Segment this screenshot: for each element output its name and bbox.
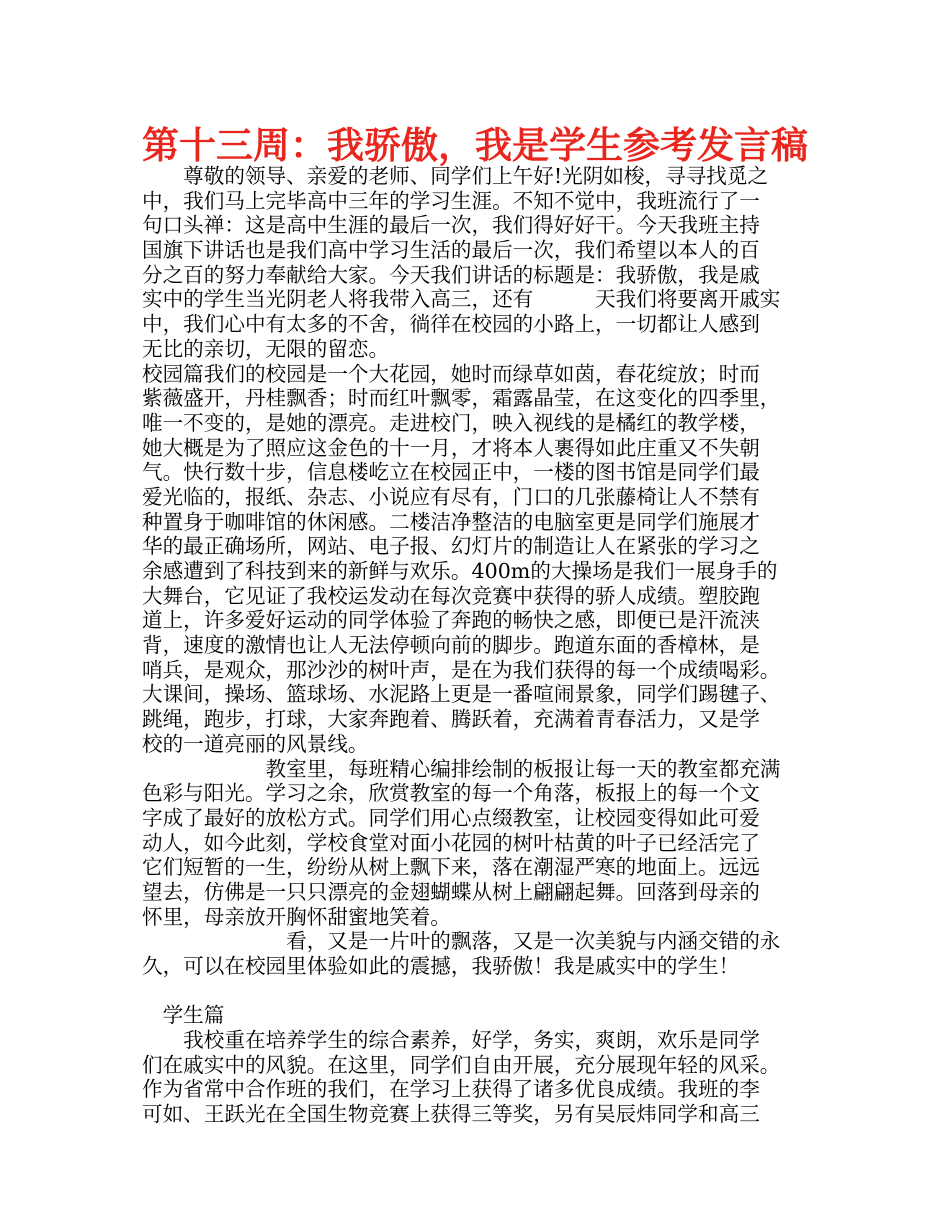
text-line: 她大概是为了照应这金色的十一月，才将本人裹得如此庄重又不失朝 — [142, 435, 760, 460]
text-line: 动人，如今此刻，学校食堂对面小花园的树叶枯黄的叶子已经活完了 — [142, 830, 760, 855]
text-line: 可如、王跃光在全国生物竞赛上获得三等奖，另有吴辰炜同学和高三 — [142, 1102, 760, 1127]
text-line: 跳绳，跑步，打球，大家奔跑着、腾跃着，充满着青春活力，又是学 — [142, 707, 760, 732]
text-line: 尊敬的领导、亲爱的老师、同学们上午好!光阴如梭，寻寻找觅之 — [142, 164, 769, 188]
text-line: 华的最正确场所，网站、电子报、幻灯片的制造让人在紧张的学习之 — [142, 534, 760, 559]
text-line: 校的一道亮丽的风景线。 — [142, 731, 369, 756]
text-line: 哨兵，是观众，那沙沙的树叶声，是在为我们获得的每一个成绩喝彩。 — [142, 657, 781, 682]
text-line: 作为省常中合作班的我们，在学习上获得了诸多优良成绩。我班的李 — [142, 1077, 760, 1102]
text-line: 分之百的努力奉献给大家。今天我们讲话的标题是：我骄傲，我是戚 — [142, 262, 760, 287]
paragraph-leaves — [142, 929, 830, 978]
text-line: 望去，仿佛是一只只漂亮的金翅蝴蝶从树上翩翩起舞。回落到母亲的 — [142, 879, 760, 904]
text-line: 中，我们马上完毕高中三年的学习生涯。不知不觉中，我班流行了一 — [142, 188, 760, 213]
text-line: 种置身于咖啡馆的休闲感。二楼洁净整洁的电脑室更是同学们施展才 — [142, 509, 760, 534]
text-line: 大舞台，它见证了我校运发动在每次竞赛中获得的骄人成绩。塑胶跑 — [142, 583, 760, 608]
text-line: 气。快行数十步，信息楼屹立在校园正中，一楼的图书馆是同学们最 — [142, 460, 760, 485]
text-line: 实中的学生当光阴老人将我带入高三，还有 天我们将要离开戚实 — [142, 287, 781, 312]
text-line: 余感遭到了科技到来的新鲜与欢乐。400m的大操场是我们一展身手的 — [142, 559, 778, 583]
page-title: 第十三周：我骄傲，我是学生参考发言稿 — [142, 124, 808, 167]
paragraph-spacer — [142, 979, 830, 1004]
document-body — [142, 164, 830, 1127]
text-line: 色彩与阳光。学习之余，欣赏教室的每一个角落，板报上的每一个文 — [142, 781, 760, 806]
paragraph-campus — [142, 362, 830, 757]
text-line: 中，我们心中有太多的不舍，徜徉在校园的小路上，一切都让人感到 — [142, 312, 760, 337]
text-line: 它们短暂的一生，纷纷从树上飘下来，落在潮湿严寒的地面上。远远 — [142, 855, 760, 880]
text-line: 唯一不变的，是她的漂亮。走进校门，映入视线的是橘红的教学楼， — [142, 410, 760, 435]
text-line: 们在戚实中的风貌。在这里，同学们自由开展，充分展现年轻的风采。 — [142, 1052, 781, 1077]
text-line: 大课间，操场、篮球场、水泥路上更是一番喧闹景象，同学们踢毽子、 — [142, 682, 781, 707]
paragraph-intro — [142, 164, 830, 362]
section-heading-students — [142, 1003, 830, 1028]
text-line: 校园篇我们的校园是一个大花园，她时而绿草如茵，春花绽放；时而 — [142, 361, 760, 386]
text-line: 国旗下讲话也是我们高中学习生活的最后一次，我们希望以本人的百 — [142, 238, 760, 263]
text-line: 字成了最好的放松方式。同学们用心点缀教室，让校园变得如此可爱 — [142, 805, 760, 830]
text-line: 道上，许多爱好运动的同学体验了奔跑的畅快之感，即便已是汗流浃 — [142, 608, 760, 633]
text-line: 学生篇 — [142, 1003, 225, 1028]
text-line: 看，又是一片叶的飘落，又是一次美貌与内涵交错的永 — [142, 929, 781, 954]
text-line: 爱光临的，报纸、杂志、小说应有尽有，门口的几张藤椅让人不禁有 — [142, 484, 760, 509]
text-line: 无比的亲切，无限的留恋。 — [142, 336, 390, 361]
text-line: 久，可以在校园里体验如此的震撼，我骄傲！我是戚实中的学生！ — [142, 954, 740, 978]
text-line: 怀里，母亲放开胸怀甜蜜地笑着。 — [142, 904, 451, 929]
text-line: 紫薇盛开，丹桂飘香；时而红叶飘零，霜露晶莹，在这变化的四季里， — [142, 386, 781, 411]
paragraph-students — [142, 1028, 830, 1127]
text-line: 句口头禅：这是高中生涯的最后一次，我们得好好干。今天我班主持 — [142, 213, 760, 238]
text-line: 教室里，每班精心编排绘制的板报让每一天的教室都充满 — [142, 756, 781, 781]
text-line: 我校重在培养学生的综合素养，好学，务实，爽朗，欢乐是同学 — [142, 1028, 760, 1053]
text-line: 背，速度的激情也让人无法停顿向前的脚步。跑道东面的香樟林，是 — [142, 633, 760, 658]
paragraph-classroom — [142, 757, 830, 930]
